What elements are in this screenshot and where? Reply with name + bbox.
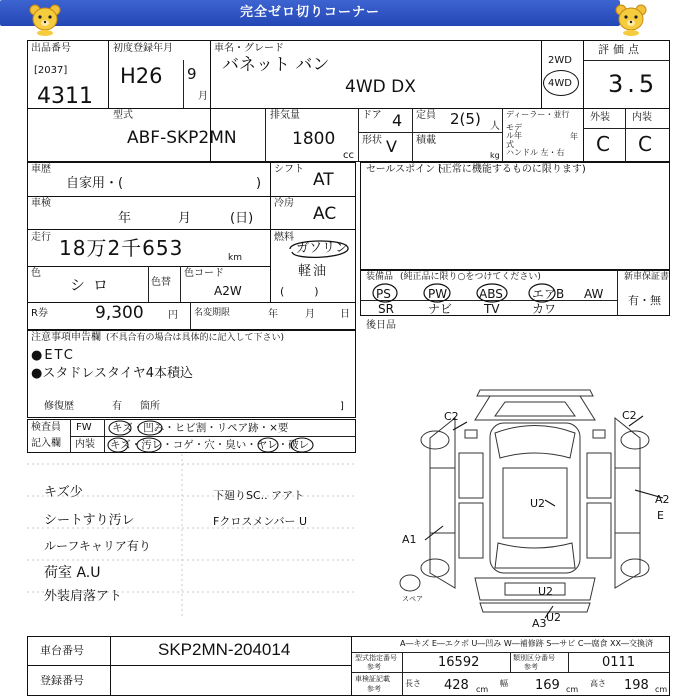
notes-item-0: ●ETC (31, 348, 75, 363)
bear-mascot-right-icon (614, 2, 648, 36)
load-unit: kg (490, 151, 500, 160)
fuel-circled: ガソリン (296, 241, 349, 256)
color-value: シロ (70, 276, 117, 294)
cert-sub: 参考 (367, 685, 381, 693)
height-label: 高さ (590, 679, 606, 688)
color-change-label: 色替 (151, 277, 171, 288)
notes-label: 注意事項申告欄 (31, 332, 101, 343)
inspector-fw: FW (76, 422, 92, 433)
equip-pw: PW (428, 287, 448, 301)
rating-ext: C (596, 132, 610, 156)
right-note-0: 下廻りSC.. アアト (213, 489, 305, 502)
capacity-value: 2(5) (450, 110, 481, 128)
rating-label: 評価点 (598, 43, 643, 56)
inspection-month: 月 (178, 211, 192, 226)
repair-label: 修復歴 (44, 401, 74, 412)
shape-value: V (386, 137, 397, 156)
repair-place: 箇所 (140, 401, 160, 412)
capacity-unit: 人 (490, 121, 500, 132)
length-unit: cm (476, 685, 489, 694)
hand-note-1: シートすり汚レ (44, 513, 135, 528)
chassis-value: SKP2MN-204014 (158, 640, 291, 659)
banner-title: 完全ゼロ切りコーナー (239, 5, 380, 20)
recycle-month: 月 (305, 309, 315, 320)
capacity-label: 定員 (416, 110, 436, 121)
equip-airbag: エアB (532, 287, 565, 301)
dealer-model-year: モデル年式 (506, 123, 522, 149)
recycle-year: 年 (268, 309, 278, 320)
width-value: 169 (535, 678, 560, 693)
shift-value: AT (313, 170, 334, 190)
hand-note-3: 荷室 A.U (44, 565, 101, 581)
plate-label: 登録番号 (40, 674, 84, 687)
dealer-handle: ハンドル 左・右 (506, 148, 565, 157)
shift-label: シフト (274, 164, 304, 175)
hand-note-2: ルーフキャリア有り (44, 539, 151, 553)
history-label: 車歴 (31, 164, 51, 175)
class-number-label: 類別区分番号 (513, 654, 555, 662)
width-label: 幅 (500, 679, 508, 688)
height-unit: cm (655, 685, 668, 694)
class-number-sub: 参考 (524, 663, 538, 671)
type-designation-sub: 参考 (367, 663, 381, 671)
notes-sub: (不具合有の場合は具体的に記入して下さい) (106, 333, 285, 343)
equipment-label: 装備品 (366, 272, 394, 282)
first-reg-month-unit: 月 (198, 91, 208, 102)
equip-navi: ナビ (428, 302, 453, 316)
warranty-value: 有・無 (628, 294, 661, 307)
lot-sub: [2037] (34, 65, 68, 76)
displacement-value: 1800 (292, 129, 336, 149)
equipment-sub: (純正品に限り○をつけてください) (400, 272, 541, 282)
sales-point-sub: (正常に機能するものに限ります) (438, 164, 586, 175)
ac-label: 冷房 (274, 198, 294, 209)
car-name: バネット バン (222, 55, 330, 75)
mark-u2-rear: U2 (538, 585, 554, 598)
damage-legend: A―キズ E―エクボ U―凹み W―補修跡 S―サビ C―腐食 XX―交換済 (400, 639, 654, 648)
displacement-unit: cc (343, 150, 354, 161)
height-value: 198 (624, 678, 649, 693)
inspector-row-2: キズ・汚レ・コゲ・穴・臭い・ヤレ・破レ (110, 439, 310, 451)
inspection-label: 車検 (31, 198, 51, 209)
hand-note-4: 外装肩落アト (44, 589, 123, 604)
cert-label: 車検証記載 (355, 675, 390, 683)
displacement-label: 排気量 (270, 110, 300, 121)
mark-a2: A2 (655, 493, 670, 506)
equip-ps: PS (376, 287, 391, 301)
notes-item-1: ●スタドレスタイヤ4本積込 (31, 366, 193, 381)
rating-ext-label: 外装 (590, 112, 610, 123)
mileage-value: 18万2千653 (59, 236, 184, 260)
mark-u2-bottom: U2 (546, 611, 562, 624)
load-label: 積載 (416, 135, 436, 146)
first-reg-label: 初度登録年月 (113, 43, 173, 54)
mark-a1: A1 (402, 533, 417, 546)
mileage-unit: km (228, 253, 242, 263)
ac-value: AC (313, 204, 337, 224)
history-close: ) (256, 176, 262, 191)
retrofit-label: 後日品 (366, 320, 396, 331)
inspector-interior: 内装 (75, 439, 95, 450)
class-number-value: 0111 (602, 655, 636, 670)
mark-e: E (657, 509, 664, 522)
equip-tv: TV (484, 302, 500, 316)
equip-leather: カワ (532, 302, 557, 316)
recycle-label: R券 (31, 308, 48, 319)
lot-number: 4311 (37, 84, 93, 109)
inspection-year: 年 (118, 211, 132, 226)
hand-note-0: キズ少 (44, 485, 83, 500)
model-label: 型式 (113, 110, 133, 121)
warranty-label: 新車保証書 (624, 272, 670, 282)
length-value: 428 (444, 678, 469, 693)
rating-int-label: 内装 (632, 112, 652, 123)
drive-label: 2WD (548, 55, 572, 66)
dealer-year-unit: 年 (570, 132, 578, 141)
rating-score: 3.5 (608, 70, 659, 98)
inspector-label-2: 記入欄 (31, 438, 61, 449)
first-reg-month: 9 (187, 65, 197, 83)
recycle-unit: 円 (168, 310, 178, 321)
recycle-name-label: 名変期限 (194, 308, 231, 318)
sales-point-label: セールスポイント (366, 164, 446, 175)
length-label: 長さ (405, 679, 421, 688)
car-label: 車名・グレード (214, 43, 284, 54)
model-value: ABF-SKP2MN (127, 128, 237, 148)
width-unit: cm (566, 685, 579, 694)
first-reg-year: H26 (120, 64, 163, 88)
mark-spare: スペア (402, 595, 423, 603)
inspection-day: (日) (230, 211, 254, 226)
type-designation-label: 型式指定番号 (355, 654, 397, 662)
equip-abs: ABS (479, 287, 503, 301)
color-label: 色 (31, 268, 41, 279)
inspector-row-1: キズ・凹み・ヒビ割・リペア跡・×要 (112, 422, 289, 434)
recycle-value: 9,300 (95, 303, 144, 323)
rating-int: C (638, 132, 652, 156)
mileage-label: 走行 (31, 232, 51, 243)
mark-c2-left: C2 (444, 410, 459, 423)
mark-c2-right: C2 (622, 409, 637, 422)
right-note-1: Fクロスメンバー U (213, 515, 308, 528)
recycle-day: 日 (340, 309, 350, 320)
repair-value: 有 (112, 401, 122, 412)
inspector-circle-marks (106, 419, 356, 453)
dealer-label: ディーラー・並行 (506, 110, 570, 119)
header-banner (0, 0, 620, 26)
doors-label: ドア (362, 110, 382, 121)
info-grid-box (27, 40, 670, 162)
equipment-circle-marks (370, 282, 610, 304)
inspector-label-1: 検査員 (31, 422, 61, 433)
history-value: 自家用・( (66, 176, 124, 191)
mark-u2-center: U2 (530, 497, 546, 510)
type-designation-value: 16592 (438, 655, 480, 670)
shape-label: 形状 (362, 135, 382, 146)
equip-sr: SR (378, 302, 394, 316)
sales-point-box (360, 162, 670, 270)
equip-aw: AW (584, 287, 604, 301)
fuel-alt: 軽油 (298, 264, 329, 279)
mark-a3: A3 (532, 617, 547, 630)
color-code: A2W (214, 284, 242, 298)
color-code-label: 色コード (184, 268, 224, 279)
doors-value: 4 (392, 111, 403, 130)
car-grade: 4WD DX (345, 77, 416, 97)
lot-label: 出品番号 (31, 43, 71, 54)
chassis-label: 車台番号 (40, 644, 84, 657)
fuel-label: 燃料 (274, 232, 294, 243)
drive-circled: 4WD (548, 78, 572, 89)
